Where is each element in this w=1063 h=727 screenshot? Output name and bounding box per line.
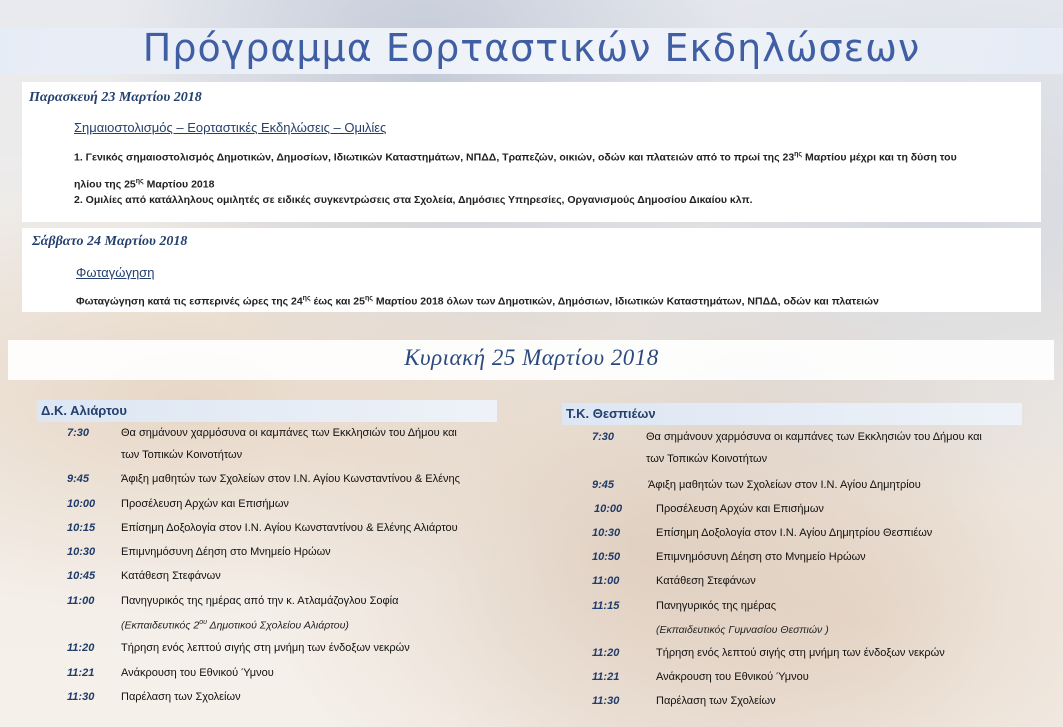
schedule-desc: Προσέλευση Αρχών και Επισήμων	[121, 498, 289, 510]
schedule-time: 7:30	[592, 431, 615, 443]
friday-item-1-sup-b: ης	[135, 177, 144, 185]
schedule-time: 10:45	[67, 570, 96, 582]
friday-section-title: Σημαιοστολισμός – Εορταστικές Εκδηλώσεις – Ομιλίες	[74, 120, 387, 135]
friday-item-1-text-c: ηλίου της 25	[74, 178, 136, 190]
schedule-desc: Επιμνημόσυνη Δέηση στο Μνημείο Ηρώων	[656, 551, 866, 563]
schedule-time: 9:45	[67, 473, 90, 485]
saturday-text	[76, 287, 879, 314]
speaker-note-sup: ου	[199, 619, 208, 626]
schedule-time: 10:30	[67, 546, 96, 558]
left-schedule	[37, 420, 507, 720]
schedule-desc-cont: των Τοπικών Κοινοτήτων	[121, 449, 243, 461]
friday-item-1-text-b: Μαρτίου μέχρι και τη δύση του	[802, 151, 957, 164]
schedule-time: 7:30	[67, 427, 90, 439]
speaker-note-b: Δημοτικού Σχολείου Αλιάρτου)	[207, 619, 349, 632]
schedule-desc: Παρέλαση των Σχολείων	[121, 691, 241, 703]
page-title: Πρόγραμμα Εορταστικών Εκδηλώσεων	[142, 26, 921, 70]
schedule-time: 11:20	[592, 647, 620, 659]
schedule-desc: Προσέλευση Αρχών και Επισήμων	[656, 503, 824, 515]
speaker-note	[121, 619, 349, 632]
speaker-note-a: (Εκπαιδευτικός 2	[121, 619, 200, 632]
saturday-sup-b: ης	[364, 295, 373, 302]
saturday-day-heading: Σάββατο 24 Μαρτίου 2018	[32, 234, 188, 249]
schedule-desc: Επίσημη Δοξολογία στον Ι.Ν. Αγίου Κωνσταντίνου & Ελένης Αλιάρτου	[121, 522, 458, 534]
schedule-desc: Θα σημάνουν χαρμόσυνα οι καμπάνες των Εκκλησιών του Δήμου και	[121, 427, 457, 439]
right-schedule	[562, 424, 1057, 724]
saturday-text-b: έως και 25	[310, 295, 365, 308]
schedule-desc: Κατάθεση Στεφάνων	[656, 575, 756, 587]
schedule-time: 11:00	[67, 595, 95, 607]
schedule-time: 10:00	[67, 498, 96, 510]
schedule-time: 10:00	[594, 503, 623, 515]
saturday-text-a: Φωταγώγηση κατά τις εσπερινές ώρες της 24	[76, 295, 303, 308]
schedule-desc: Επίσημη Δοξολογία στον Ι.Ν. Αγίου Δημητρίου Θεσπιέων	[656, 527, 933, 539]
speaker-note: (Εκπαιδευτικός Γυμνασίου Θεσπιών )	[656, 624, 829, 636]
schedule-desc: Θα σημάνουν χαρμόσυνα οι καμπάνες των Εκκλησιών του Δήμου και	[646, 431, 982, 443]
schedule-desc: Άφιξη μαθητών των Σχολείων στον Ι.Ν. Αγίου Κωνσταντίνου & Ελένης	[121, 473, 460, 485]
schedule-time: 10:30	[592, 527, 621, 539]
saturday-section-title: Φωταγώγηση	[76, 265, 155, 280]
schedule-desc: Τήρηση ενός λεπτού σιγής στη μνήμη των ένδοξων νεκρών	[121, 642, 410, 654]
saturday-panel	[22, 228, 1041, 312]
schedule-desc: Τήρηση ενός λεπτού σιγής στη μνήμη των ένδοξων νεκρών	[656, 647, 945, 659]
friday-item-1-text-d: Μαρτίου 2018	[143, 178, 215, 190]
schedule-desc: Ανάκρουση του Εθνικού Ύμνου	[121, 667, 274, 679]
schedule-time: 11:20	[67, 642, 95, 654]
right-column-heading: Τ.Κ. Θεσπιέων	[562, 403, 1022, 425]
schedule-desc: Ανάκρουση του Εθνικού Ύμνου	[656, 671, 809, 683]
schedule-time: 11:00	[592, 575, 620, 587]
saturday-text-c: Μαρτίου 2018 όλων των Δημοτικών, Δημόσιων, Ιδιωτικών Καταστημάτων, ΝΠΔΔ, οδών και πλατειών	[372, 295, 879, 308]
friday-item-1-text-a: 1. Γενικός σημαιοστολισμός Δημοτικών, Δημοσίων, Ιδιωτικών Καταστημάτων, ΝΠΔΔ, Τραπεζών, οικιών, οδών και πλατειών από το πρωί της 23	[74, 151, 795, 164]
left-column-heading: Δ.Κ. Αλιάρτου	[37, 400, 497, 422]
friday-item-2: 2. Ομιλίες από κατάλληλους ομιλητές σε ειδικές συγκεντρώσεις στα Σχολεία, Δημόσιες Υπηρεσίες, Οργανισμούς Δημοσίου Δικαίου κλπ.	[74, 194, 753, 206]
friday-day-heading: Παρασκευή 23 Μαρτίου 2018	[29, 90, 202, 105]
schedule-time: 11:30	[592, 695, 620, 707]
schedule-time: 11:30	[67, 691, 95, 703]
schedule-desc: Άφιξη μαθητών των Σχολείων στον Ι.Ν. Αγίου Δημητρίου	[648, 479, 921, 491]
friday-panel	[22, 82, 1041, 222]
schedule-desc: Παρέλαση των Σχολείων	[656, 695, 776, 707]
saturday-sup-a: ης	[302, 295, 311, 302]
schedule-desc: Επιμνημόσυνη Δέηση στο Μνημείο Ηρώων	[121, 546, 331, 558]
schedule-time: 11:15	[592, 600, 620, 612]
schedule-time: 10:50	[592, 551, 621, 563]
schedule-time: 11:21	[592, 671, 620, 683]
schedule-time: 9:45	[592, 479, 615, 491]
schedule-desc: Πανηγυρικός της ημέρας από την κ. Ατλαμάζογλου Σοφία	[121, 595, 399, 607]
friday-item-1-sup-a: ης	[794, 151, 803, 158]
schedule-time: 10:15	[67, 522, 96, 534]
schedule-desc: Κατάθεση Στεφάνων	[121, 570, 221, 582]
schedule-desc-cont: των Τοπικών Κοινοτήτων	[646, 453, 768, 465]
schedule-desc: Πανηγυρικός της ημέρας	[656, 600, 777, 612]
sunday-title: Κυριακή 25 Μαρτίου 2018	[404, 345, 659, 370]
schedule-time: 11:21	[67, 667, 95, 679]
